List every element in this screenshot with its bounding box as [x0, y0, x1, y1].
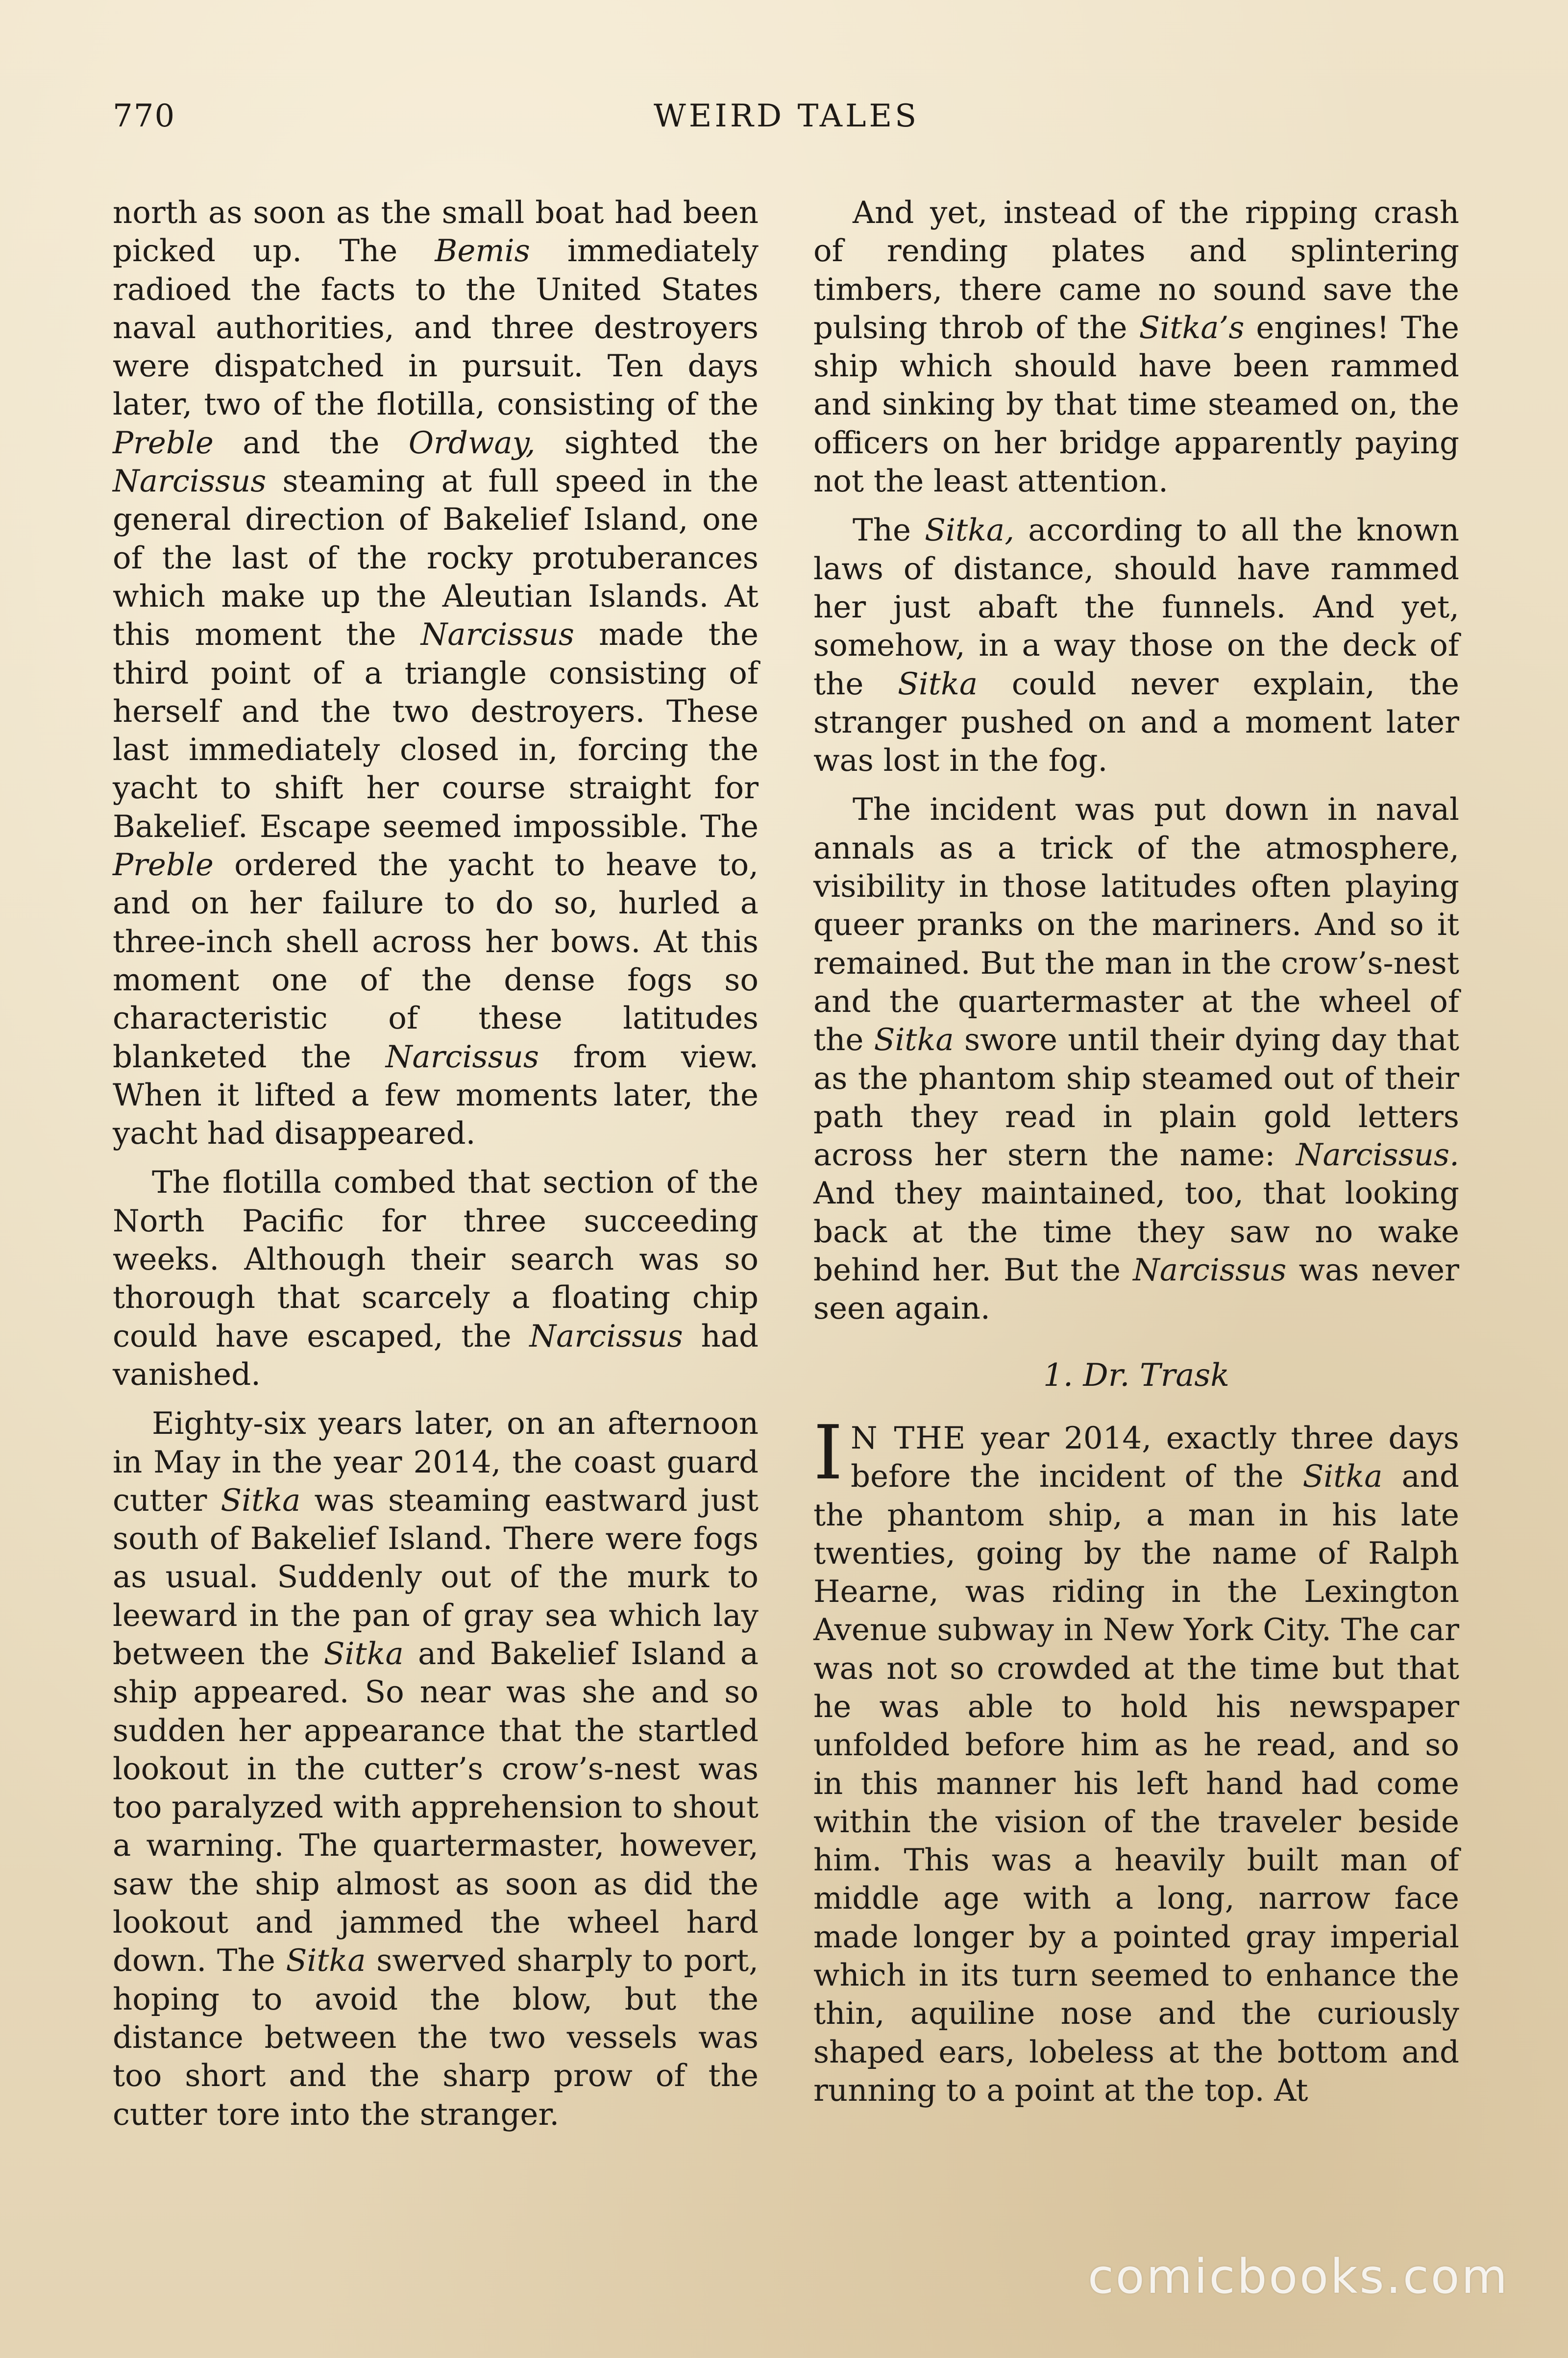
italic-text: Narcissus [1133, 1252, 1287, 1288]
text-run: The flotilla combed that section of the North Pacific for three succeeding weeks. Although their search was so thorough that scarcely a floating chip could have escaped, the [113, 1164, 759, 1354]
text-run: year 2014, exactly three days before the incident of the [851, 1420, 1459, 1495]
text-run: engines! The ship which should have been rammed and sinking by that time steamed on, the officers on her bridge apparently paying not the least attention. [813, 309, 1459, 499]
italic-text: Sitka [898, 665, 978, 702]
italic-text: Bemis [435, 233, 530, 269]
chapter-heading: 1. Dr. Trask [1043, 1357, 1230, 1394]
running-head: WEIRD TALES [653, 98, 920, 134]
italic-text: Sitka [874, 1022, 954, 1058]
italic-text: Preble [113, 424, 214, 461]
right-column [813, 194, 1459, 2110]
text-run: immediately radioed the facts to the United States naval authorities, and three destroyers were dispatched in pursuit. Ten days later, two of the flotilla, consisting of the [113, 233, 759, 422]
text-run: swerved sharply to port, hoping to avoid the blow, but the distance between the two vessels was too short and the sharp prow of the cutter tore into the stranger. [113, 1942, 759, 2132]
small-caps-text: N THE [851, 1420, 967, 1456]
text-run: The [853, 512, 925, 548]
text-run: steaming at full speed in the general direction of Bakelief Island, one of the last of the rocky protuberances which make up the Aleutian Islands. At this moment the [113, 463, 759, 653]
text-run: sighted the [535, 424, 759, 461]
text-run: And yet, instead of the ripping crash of rending plates and splintering timbers, there came no sound save the pulsing throb of the [813, 195, 1459, 345]
text-run: was never seen again. [813, 1252, 1459, 1326]
drop-cap: I [813, 1409, 843, 1496]
text-run: was steaming eastward just south of Bakelief Island. There were fogs as usual. Suddenly out of the murk to leeward in the pan of gray sea which lay between the [113, 1482, 759, 1671]
text-run: had vanished. [113, 1318, 759, 1392]
page-header [113, 98, 1460, 157]
text-run: made the third point of a triangle consisting of herself and the two destroyers. These last immediately closed in, forcing the yacht to shift her course straight for Bakelief. Escape seemed impossible. The [113, 616, 759, 844]
italic-text: Ordway, [408, 424, 536, 461]
watermark: comicbooks.com [1087, 2249, 1509, 2304]
italic-text: Sitka, [925, 512, 1015, 548]
text-run: And they maintained, too, that looking back at the time they saw no wake behind her. But the [813, 1175, 1459, 1288]
text-run: The incident was put down in naval annals as a trick of the atmosphere, visibility in those latitudes often playing queer pranks on the mariners. And so it remained. But the man in the crow’s-nest and the quartermaster at the wheel of the [813, 791, 1459, 1058]
text-run: according to all the known laws of distance, should have rammed her just abaft the funnels. And yet, somehow, in a way those on the deck of the [813, 512, 1459, 702]
italic-text: Sitka’s [1139, 309, 1245, 345]
text-run: could never explain, the stranger pushed on and a moment later was lost in the fog. [813, 665, 1459, 779]
italic-text: Sitka [220, 1482, 301, 1518]
text-run: Eighty-six years later, on an afternoon in May in the year 2014, the coast guard cutter [113, 1405, 759, 1518]
page-number: 770 [113, 98, 176, 134]
paragraph [113, 1163, 759, 1394]
italic-text: Sitka [286, 1942, 366, 1979]
text-run: swore until their dying day that as the phantom ship steamed out of their path they read in plain gold letters across her stern the name: [813, 1022, 1459, 1173]
italic-text: Narcissus [529, 1318, 683, 1354]
paragraph [813, 1409, 1459, 2110]
italic-text: Narcissus [420, 616, 574, 653]
paragraph [813, 194, 1459, 500]
left-column [113, 194, 759, 2134]
italic-text: Preble [113, 847, 214, 883]
italic-text: Narcissus [113, 463, 267, 499]
text-run: north as soon as the small boat had been picked up. The [113, 195, 759, 269]
paragraph [813, 790, 1459, 1327]
paragraph [113, 1404, 759, 2134]
paragraph [813, 511, 1459, 780]
italic-text: Narcissus. [1296, 1137, 1459, 1173]
text-run: and Bakelief Island a ship appeared. So near was she and so sudden her appearance that the startled lookout in the cutter’s crow’s-nest was too paralyzed with apprehension to shout a warning. The quartermaster, however, saw the ship almost as soon as did the lookout and jammed the wheel hard down. The [113, 1635, 759, 1979]
italic-text: Narcissus [385, 1038, 539, 1075]
text-run: and the [213, 424, 409, 461]
text-run: and the phantom ship, a man in his late twenties, going by the name of Ralph Hearne, was riding in the Lexington Avenue subway in New York City. The car was not so crowded at the time but that he was able to hold his newspaper unfolded before him as he read, and so in this manner his left hand had come within the vision of the traveler beside him. This was a heavily built man of middle age with a long, narrow face made longer by a pointed gray imperial which in its turn seemed to enhance the thin, aquiline nose and the curiously shaped ears, lobeless at the bottom and running to a point at the top. At [813, 1458, 1459, 2108]
text-run: ordered the yacht to heave to, and on her failure to do so, hurled a three-inch shell across her bows. At this moment one of the dense fogs so characteristic of these latitudes blanketed the [113, 847, 759, 1075]
italic-text: Sitka [323, 1635, 404, 1671]
text-run: from view. When it lifted a few moments later, the yacht had disappeared. [113, 1038, 759, 1152]
paragraph [113, 194, 759, 1153]
italic-text: Sitka [1302, 1458, 1383, 1495]
